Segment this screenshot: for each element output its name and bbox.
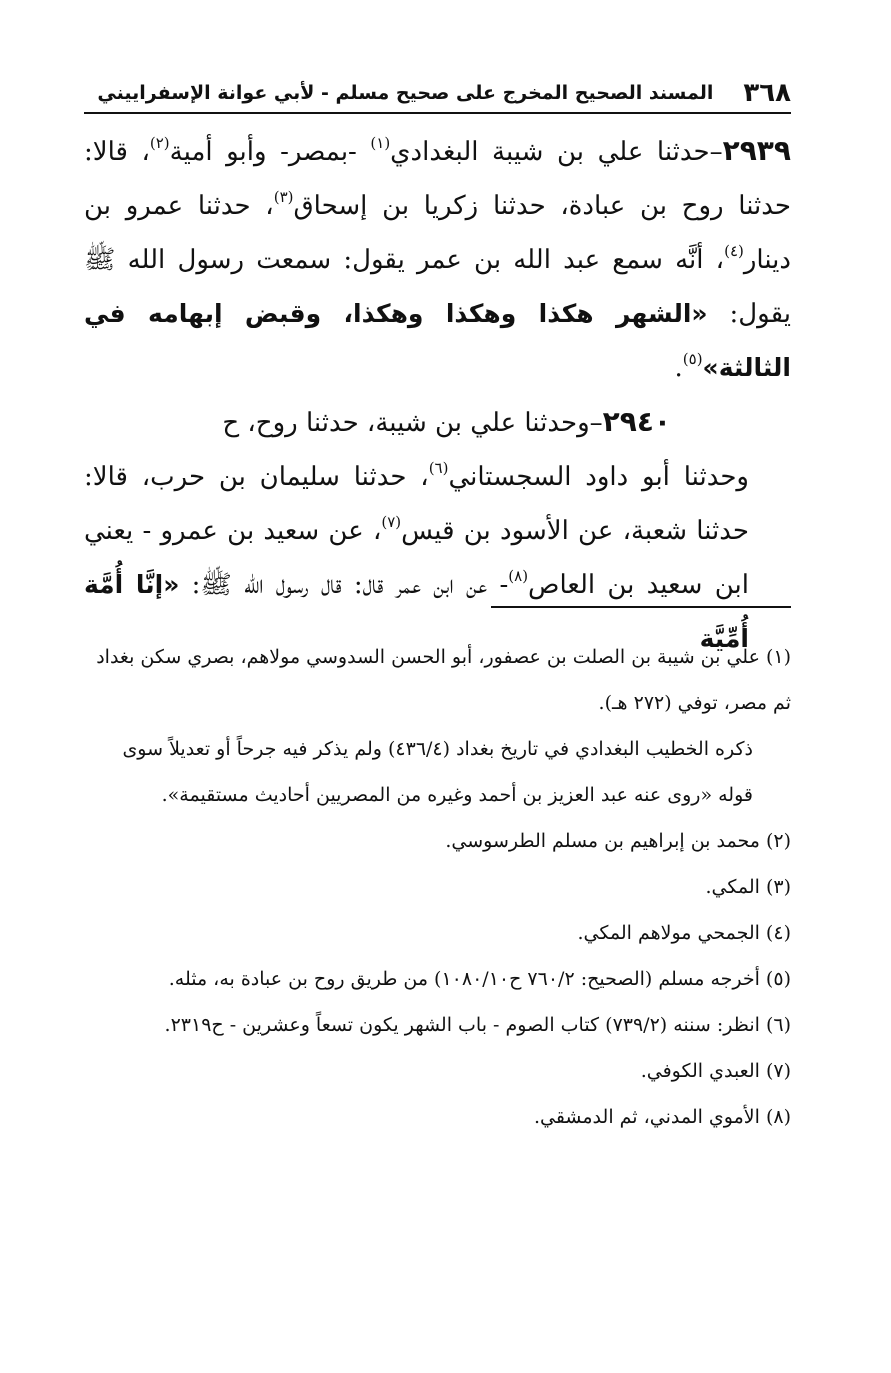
hadith-number: ٢٩٤٠: [602, 405, 671, 438]
hadith-2939: [84, 124, 791, 395]
hadith-text: - عن ابن عمر قال: قال رسول الله ﷺ:: [179, 570, 509, 600]
footnote-4: (٤) الجمحي مولاهم المكي.: [577, 922, 791, 944]
footnote-8: (٨) الأموي المدني، ثم الدمشقي.: [533, 1106, 791, 1128]
footnote-5: (٥) أخرجه مسلم (الصحيح: ٧٦٠/٢ ح١٠٨٠/١٠) من طريق روح بن عبادة به، مثله.: [168, 968, 791, 990]
hadith-text: ، قالا: حدثنا روح بن عبادة، حدثنا زكريا بن إسحاق: [84, 137, 791, 221]
hadith-text: ، أنَّه سمع عبد الله بن عمر يقول: سمعت رسول الله ﷺ يقول:: [84, 245, 791, 329]
footnote-1-extra: ذكره الخطيب البغدادي في تاريخ بغداد (٤٣٦/٤) ولم يذكر فيه جرحاً أو تعديلاً سوى قوله «روى عنه عبد العزيز بن أحمد وغيره من المصريين أحاديث مستقيمة».: [122, 738, 753, 806]
hadith-2940-heading: [84, 395, 791, 450]
hadith-text: –وحدثنا علي بن شيبة، حدثنا روح، ح: [222, 408, 603, 438]
footnote-ref: (٨): [508, 567, 529, 585]
footnote-ref: (٢): [149, 134, 170, 152]
footnote-7: (٧) العبدي الكوفي.: [640, 1060, 791, 1082]
prophetic-quote: «الشهر هكذا وهكذا وهكذا، وقبض إبهامه في الثالثة»: [84, 299, 791, 382]
running-header: [84, 68, 791, 114]
footnote-6: (٦) انظر: سننه (٧٣٩/٢) كتاب الصوم - باب الشهر يكون تسعاً وعشرين - ح٢٣١٩.: [164, 1014, 791, 1036]
hadith-text: ، حدثنا سليمان بن حرب، قالا: حدثنا شعبة، عن الأسود بن قيس: [84, 462, 750, 546]
hadith-text: وحدثنا أبو داود السجستاني: [448, 462, 749, 492]
footnote-ref: (٤): [724, 242, 744, 260]
footnote-1: (١) علي بن شيبة بن الصلت بن عصفور، أبو الحسن السدوسي مولاهم، بصري سكن بغداد ثم مصر، توفي (٢٧٢ هـ).: [96, 646, 791, 714]
hadith-text: .: [674, 353, 683, 383]
footnote-separator: [491, 606, 791, 608]
hadith-text: ، عن سعيد بن عمرو - يعني ابن سعيد بن العاص: [84, 516, 749, 600]
footnote-ref: (١): [370, 134, 391, 152]
hadith-text: -بمصر- وأبو أمية: [169, 137, 371, 167]
footnote-ref: (٦): [428, 459, 449, 477]
main-text: [84, 124, 791, 666]
page-number: ٣٦٨: [743, 78, 791, 108]
hadith-number: ٢٩٣٩: [722, 134, 791, 167]
hadith-text: ، حدثنا عمرو بن دينار: [84, 191, 791, 275]
running-title: المسند الصحيح المخرج على صحيح مسلم - لأبي عوانة الإسفراييني: [97, 82, 714, 104]
footnote-ref: (٣): [273, 188, 294, 206]
footnote-2: (٢) محمد بن إبراهيم بن مسلم الطرسوسي.: [445, 830, 791, 852]
footnote-ref: (٥): [682, 350, 703, 368]
footnotes: [84, 634, 791, 1140]
hadith-text: –حدثنا علي بن شيبة البغدادي: [390, 137, 723, 167]
footnote-ref: (٧): [381, 513, 402, 531]
prophetic-quote: «إنَّا أُمَّة أُمِّيَّة: [84, 570, 749, 653]
footnote-3: (٣) المكي.: [705, 876, 791, 898]
